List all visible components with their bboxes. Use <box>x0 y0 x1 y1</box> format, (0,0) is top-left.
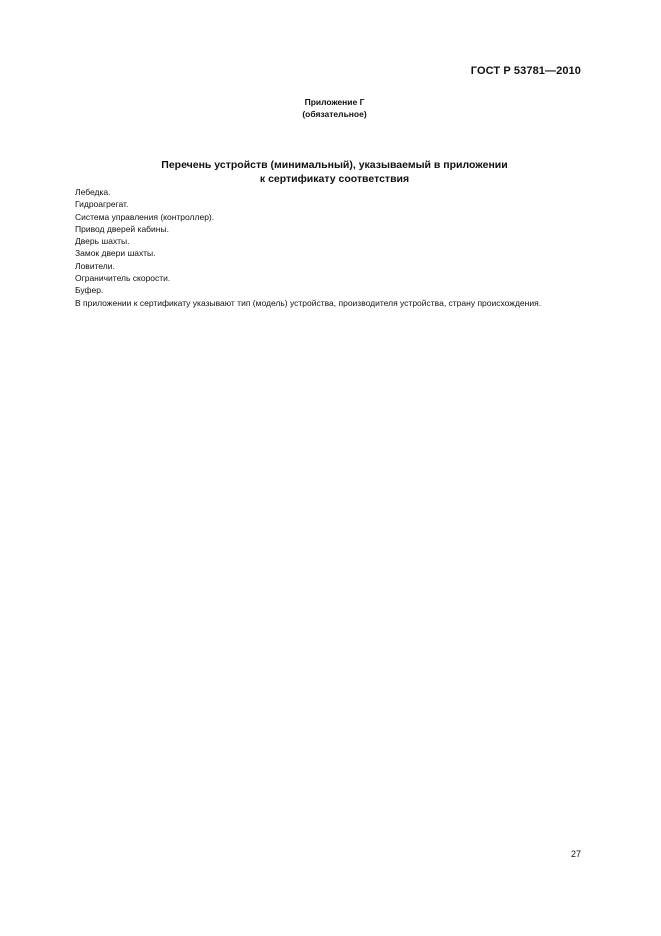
annex-status: (обязательное) <box>302 109 367 119</box>
list-item: Гидроагрегат. <box>75 199 129 210</box>
annex-heading <box>0 96 661 120</box>
list-item: Ограничитель скорости. <box>75 273 171 284</box>
section-title-line-2: к сертификату соответствия <box>259 173 410 185</box>
list-item: Буфер. <box>75 285 104 296</box>
standard-code: ГОСТ Р 53781—2010 <box>470 65 581 77</box>
section-title <box>0 158 661 186</box>
list-item: Замок двери шахты. <box>75 248 156 259</box>
list-item: Лебедка. <box>75 187 111 197</box>
annex-title: Приложение Г <box>304 97 365 107</box>
list-item: Система управления (контроллер). <box>75 211 215 222</box>
list-item: Привод дверей кабины. <box>75 223 169 234</box>
list-item: Ловители. <box>75 260 115 271</box>
document-body <box>62 186 584 309</box>
body-paragraph: В приложении к сертификату указывают тип (модель) устройства, производителя устройства, страну происхождения. <box>75 297 542 308</box>
list-item: Дверь шахты. <box>75 236 130 247</box>
page-number: 27 <box>570 849 581 859</box>
section-title-line-1: Перечень устройств (минимальный), указываемый в приложении <box>161 159 508 171</box>
